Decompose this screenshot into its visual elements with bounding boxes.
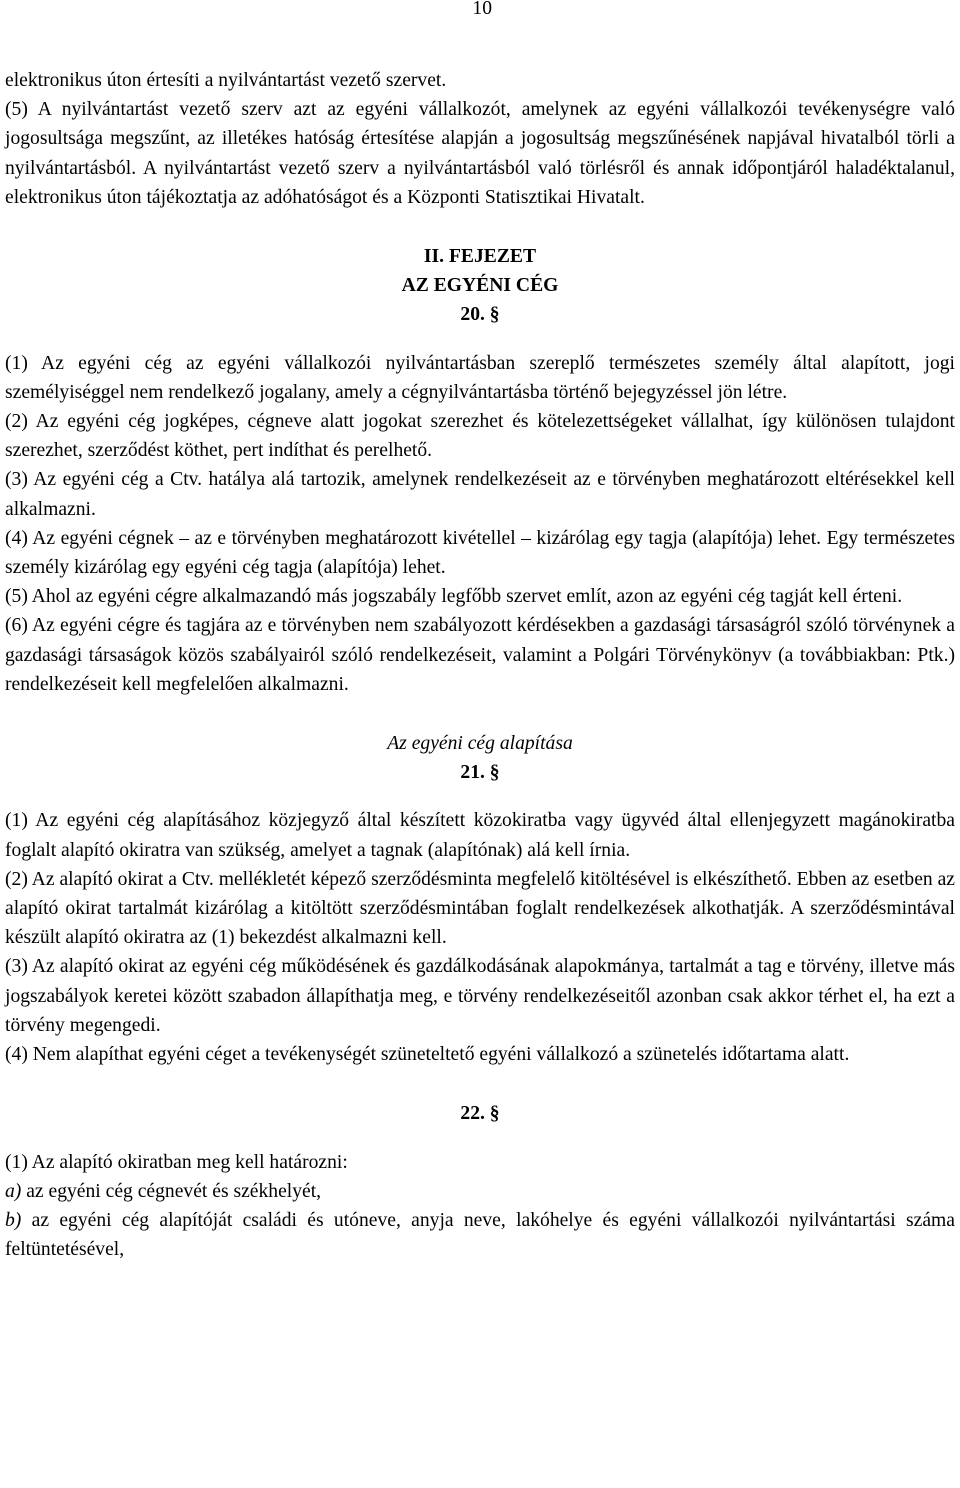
list-item-text: az egyéni cég alapítóját családi és utóneve, anyja neve, lakóhelye és egyéni vállalkozói nyilvántartási száma feltüntetésével,: [5, 1209, 955, 1261]
paragraph: (6) Az egyéni cégre és tagjára az e törvényben nem szabályozott kérdésekben a gazdasági társaságról szóló törvénynek a gazdasági társaságok közös szabályairól szóló rendelkezéseit, valamint a Polgári Törvénykönyv (a továbbiakban: Ptk.) rendelkezéseit kell megfelelően alkalmazni.: [5, 615, 955, 695]
paragraph: (4) Az egyéni cégnek – az e törvényben meghatározott kivétellel – kizárólag egy tagja (alapítója) lehet. Egy természetes személy kizárólag egy egyéni cég tagja (alapítója) lehet.: [5, 527, 955, 579]
paragraph: (2) Az alapító okirat a Ctv. mellékletét képező szerződésminta megfelelő kitöltésével is elkészíthető. Ebben az esetben az alapító okirat tartalmát kizárólag a kitöltött szerződésmintában foglalt rendelkezések alkothatják. A szerződésmintával készült alapító okiratra az (1) bekezdést alkalmazni kell.: [5, 868, 955, 949]
paragraph: (1) Az egyéni cég az egyéni vállalkozói nyilvántartásban szereplő természetes személy által alapított, jogi személyiséggel nem rendelkező jogalany, amely a cégnyilvántartásba történő bejegyzéssel jön létre.: [5, 352, 955, 403]
paragraph: (4) Nem alapíthat egyéni céget a tevékenységét szüneteltető egyéni vállalkozó a szünetelés időtartama alatt.: [5, 1044, 850, 1066]
chapter-number: II. FEJEZET: [423, 246, 537, 268]
list-item-text: az egyéni cég cégnevét és székhelyét,: [21, 1180, 322, 1202]
list-item-label: b): [5, 1209, 22, 1231]
subtitle: Az egyéni cég alapítása: [387, 733, 573, 755]
chapter-title: AZ EGYÉNI CÉG: [401, 275, 559, 297]
list-item: [5, 1177, 955, 1206]
paragraph: (5) Ahol az egyéni cégre alkalmazandó más jogszabály legfőbb szervet említ, azon az egyéni cég tagját kell érteni.: [5, 586, 903, 608]
list-item: [5, 1206, 955, 1264]
list-item-label: a): [5, 1180, 22, 1202]
document-body: [5, 66, 955, 1264]
paragraph: (5) A nyilvántartást vezető szerv azt az egyéni vállalkozót, amelynek az egyéni vállalkozói tevékenységre való jogosultsága megszűnt, az illetékes hatóság értesítése alapján a jogosultság megszűnésének napjával hivatalból törli a nyilvántartásból. A nyilvántartást vezető szerv a nyilvántartásból való törlésről és annak időpontjáról haladéktalanul, elektronikus úton tájékoztatja az adóhatóságot és a Központi Statisztikai Hivatalt.: [5, 99, 955, 208]
page-number: 10: [472, 0, 492, 19]
section-heading-21: 21. §: [460, 762, 500, 784]
section-heading-22: 22. §: [460, 1103, 500, 1125]
paragraph: elektronikus úton értesíti a nyilvántartást vezető szervet.: [5, 70, 447, 91]
paragraph: (2) Az egyéni cég jogképes, cégneve alatt jogokat szerezhet és kötelezettségeket vállalhat, így különösen tulajdont szerezhet, szerződést köthet, pert indíthat és perelhető.: [5, 411, 955, 462]
paragraph: (1) Az alapító okiratban meg kell határozni:: [5, 1151, 348, 1173]
paragraph: (3) Az egyéni cég a Ctv. hatálya alá tartozik, amelynek rendelkezéseit az e törvényben meghatározott eltérésekkel kell alkalmazni.: [5, 469, 955, 520]
paragraph: (1) Az egyéni cég alapításához közjegyző által készített közokiratba vagy ügyvéd által ellenjegyzett magánokiratba foglalt alapító okiratra van szükség, amelyet a tagnak (alapítónak) alá kell írnia.: [5, 810, 955, 861]
section-heading-20: 20. §: [460, 304, 500, 326]
paragraph: (3) Az alapító okirat az egyéni cég működésének és gazdálkodásának alapokmánya, tartalmát a tag e törvény, illetve más jogszabályok keretei között szabadon állapíthatja meg, e törvény rendelkezéseitől azonban csak akkor térhet el, ha ezt a törvény megengedi.: [5, 956, 955, 1036]
